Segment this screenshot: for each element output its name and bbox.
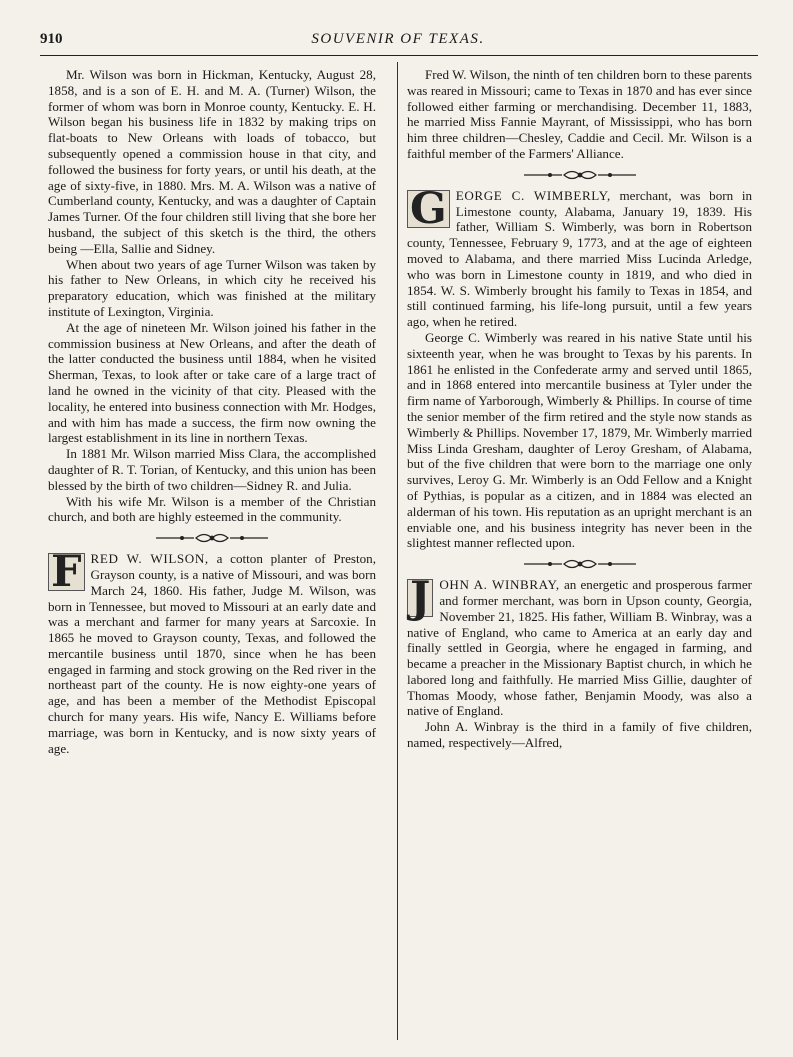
- column-divider: [397, 62, 398, 1040]
- wimberly-paragraph: George C. Wimberly was reared in his native State until his sixteenth year, when he was brought to Texas by his parents. In 1861 he enlisted in the Confederate army and served until 1865, and in 1868 entered into mercantile business at Tyler under the firm name of Yarborough, Wimberly & Phillips. In course of time the senior member of the firm retired and the style now stands as Wimberly & Phillips. November 17, 1879, Mr. Wimberly married Miss Linda Gresham, daughter of Leroy Gresham, of Alabama, but of the five children that were born to the marriage one only survives, Leroy G. Mr. Wimberly is an Odd Fellow and a Knight of Pythias, is popular as a citizen, and in 1884 was elected an alderman of his town. His reputation as an upright merchant is an enviable one, and his business integrity has never been in the slightest manner reflected upon.: [407, 329, 752, 551]
- wilson-paragraph: With his wife Mr. Wilson is a member of the Christian church, and both are highly esteemed in the community.: [48, 493, 376, 525]
- wilson-paragraph: At the age of nineteen Mr. Wilson joined his father in the commission business at New Orleans, and after the death of the latter conducted the business until 1884, when he visited Sherman, Texas, to look after or take care of a large tract of land he owned in the vicinity of that city. Pleased with the locality, he entered into business connection with Mr. Hodges, and with him has made a success, the firm now owning the largest establishment in its line in northern Texas.: [48, 319, 376, 446]
- page-number: 910: [40, 31, 63, 47]
- fred-wilson-text: a cotton planter of Preston, Grayson county, is a native of Missouri, and was born March 24, 1860. His father, Judge M. Wilson, was born in Tennessee, but moved to Missouri at an early date and was a merchant and farmer for many years at Sarcoxie. In 1865 he moved to Grayson county, Texas, and followed the mercantile business until 1870, since when he has been engaged in farming and stock growing on the Red river in the northeast part of the county. He is now eighty-one years of age, and has been a member of the Methodist Episcopal church for many years. His wife, Nancy E. Williams before marriage, was born in Kentucky, and is now sixty years of age.: [48, 551, 376, 756]
- page-header: [40, 31, 756, 53]
- wimberly-entry: [407, 183, 752, 330]
- decorative-divider-icon: [520, 557, 640, 571]
- winbray-paragraph: John A. Winbray is the third in a family of five children, named, respectively—Alfred,: [407, 719, 752, 751]
- running-title: SOUVENIR OF TEXAS.: [311, 31, 485, 47]
- winbray-entry: [407, 573, 752, 719]
- wimberly-text: merchant, was born in Limestone county, Alabama, January 19, 1839. His father, William S. Wimberly, was born in Robertson county, Tennessee, February 9, 1773, and at the age of eighteen moved to Alabama, and there married Miss Lucinda Arledge, who was born in Limestone county in 1819, and who died in 1854. W. S. Wimberly brought his family to Texas in 1854, and still continued farming, his life-long pursuit, until a few years ago, when he retired.: [407, 187, 752, 330]
- right-column: [407, 67, 752, 751]
- decorative-divider-icon: [520, 168, 640, 182]
- winbray-name: OHN A. WINBRAY,: [439, 577, 560, 593]
- winbray-text: an energetic and prosperous farmer and former merchant, was born in Upson county, Georgia, November 21, 1825. His father, William B. Winbray, was a native of England, who came to America at an early day and finally settled in Georgia, where he engaged in farming, and became a preacher in the Missionary Baptist church, in which he labored long and faithfully. He married Miss Gillie, daughter of Thomas Moody, whose father, Benjamin Moody, was also a native of England.: [407, 577, 752, 719]
- left-column: [48, 67, 376, 756]
- fred-wilson-continued: Fred W. Wilson, the ninth of ten children born to these parents was reared in Missouri; came to Texas in 1870 and has ever since followed either farming or merchandising. December 11, 1883, he married Miss Fannie Mayrant, of Mississippi, who has born him three children—Chesley, Caddie and Cecil. Mr. Wilson is a faithful member of the Farmers' Alliance.: [407, 67, 752, 161]
- wilson-paragraph: Mr. Wilson was born in Hickman, Kentucky, August 28, 1858, and is a son of E. H. and M. A. (Turner) Wilson, the former of whom was born in Monroe county, Kentucky. E. H. Wilson began his business life in 1832 by making trips on flat-boats to New Orleans with loads of tobacco, but subsequently opened a commission house in that city, and followed the business for forty years, or until his death, at the age of sixty-five, in 1880. Mrs. M. A. Wilson was a native of Cumberland county, Kentucky, and was a daughter of Captain James Turner. Of the four children still living that she bore her husband, the subject of this sketch is the third, the others being —Ella, Sallie and Sidney.: [48, 67, 376, 256]
- fred-wilson-name: RED W. WILSON,: [90, 551, 209, 567]
- dropcap-g: G: [407, 190, 450, 228]
- wimberly-name: EORGE C. WIMBERLY,: [455, 187, 611, 203]
- dropcap-f: F: [48, 553, 85, 591]
- dropcap-j: J: [407, 579, 433, 617]
- fred-wilson-entry: [48, 547, 376, 756]
- wilson-paragraph: In 1881 Mr. Wilson married Miss Clara, the accomplished daughter of R. T. Torian, of Kentucky, and this union has been blessed by the birth of two children—Sidney R. and Julia.: [48, 446, 376, 493]
- decorative-divider-icon: [152, 531, 272, 545]
- wilson-paragraph: When about two years of age Turner Wilson was taken by his father to New Orleans, in which city he received his preparatory education, which was finished at the military institute of Lexington, Virginia.: [48, 256, 376, 319]
- header-rule: [40, 55, 758, 56]
